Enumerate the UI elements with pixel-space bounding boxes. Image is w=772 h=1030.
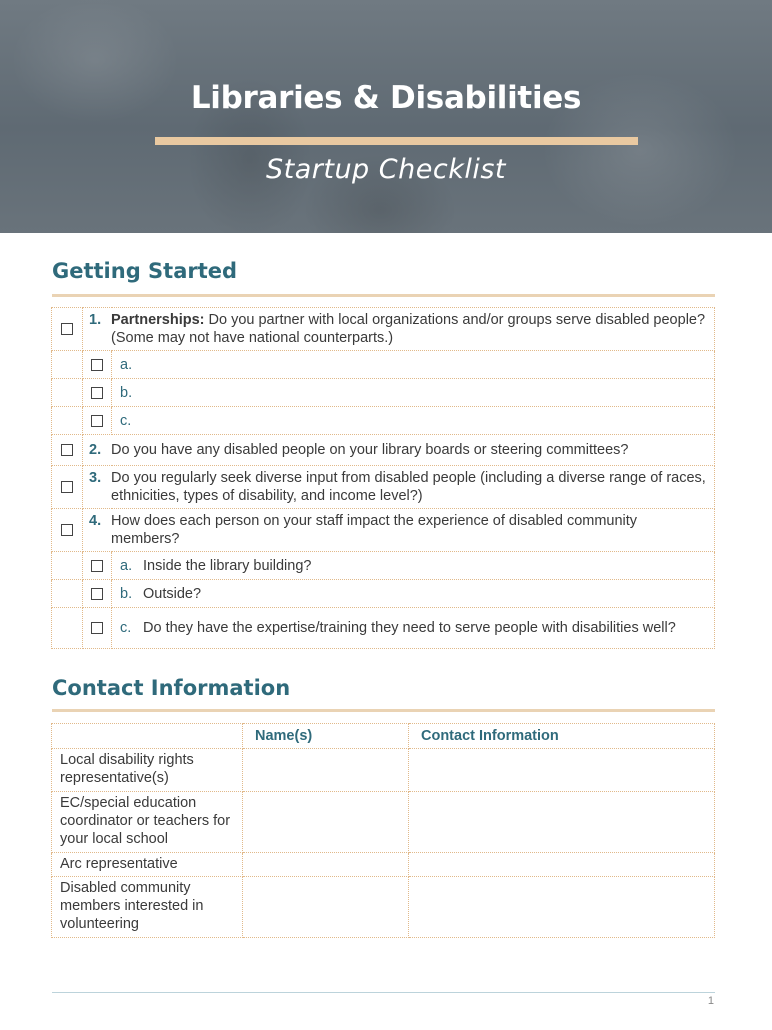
checkbox-icon[interactable] [91, 560, 103, 572]
column-header-contact: Contact Information [409, 724, 715, 749]
checkbox-cell[interactable] [52, 308, 83, 351]
checklist-row [52, 466, 715, 509]
checklist-item-input [83, 467, 714, 507]
names-cell[interactable] [243, 749, 409, 792]
checklist-row [52, 552, 715, 580]
subitem-letter: b. [120, 384, 133, 401]
checklist-row [52, 608, 715, 649]
section-divider [52, 294, 715, 297]
item-text: How does each person on your staff impact the experience of disabled community members? [111, 513, 638, 547]
contact-cell[interactable] [409, 749, 715, 792]
checkbox-cell[interactable] [83, 351, 112, 379]
table-row [52, 853, 715, 877]
checkbox-cell[interactable] [83, 379, 112, 407]
item-text: Do you partner with local organizations and/or groups serve disabled people? (Some may not have national counterparts.) [111, 312, 706, 346]
checkbox-cell[interactable] [83, 407, 112, 435]
checklist-subitem [112, 583, 714, 605]
checklist-subitem [112, 410, 714, 432]
subitem-text: Inside the library building? [143, 557, 312, 574]
header-banner [0, 0, 772, 233]
column-header-names: Name(s) [243, 724, 409, 749]
checkbox-icon[interactable] [91, 622, 103, 634]
checkbox-cell[interactable] [52, 509, 83, 552]
checklist-subitem [112, 382, 714, 404]
checklist-row [52, 308, 715, 351]
checklist-table [51, 307, 715, 649]
checkbox-icon[interactable] [61, 444, 73, 456]
names-cell[interactable] [243, 792, 409, 853]
contact-cell[interactable] [409, 877, 715, 938]
names-cell[interactable] [243, 853, 409, 877]
item-text: Do you have any disabled people on your library boards or steering committees? [111, 442, 629, 458]
checklist-row [52, 435, 715, 466]
subitem-letter: a. [120, 356, 133, 373]
checkbox-cell[interactable] [83, 552, 112, 580]
checklist-item-boards [83, 439, 714, 461]
checkbox-icon[interactable] [91, 387, 103, 399]
checklist-subitem [112, 617, 714, 639]
checkbox-icon[interactable] [61, 481, 73, 493]
row-label: EC/special education coordinator or teachers for your local school [52, 792, 243, 853]
table-row [52, 877, 715, 938]
checkbox-icon[interactable] [61, 323, 73, 335]
contact-cell[interactable] [409, 853, 715, 877]
names-cell[interactable] [243, 877, 409, 938]
contact-header-row [52, 724, 715, 749]
item-bold-label: Partnerships: [111, 312, 205, 328]
column-header-blank [52, 724, 243, 749]
footer-divider [52, 992, 715, 993]
checkbox-cell[interactable] [83, 608, 112, 649]
checkbox-cell[interactable] [83, 580, 112, 608]
title-divider [155, 137, 638, 145]
contact-table [51, 723, 715, 938]
subitem-letter: a. [120, 557, 133, 574]
section-divider [52, 709, 715, 712]
subitem-text [143, 384, 708, 402]
section-heading-contact-information: Contact Information [52, 676, 291, 700]
row-label: Arc representative [52, 853, 243, 877]
document-subtitle: Startup Checklist [265, 154, 506, 185]
table-row [52, 792, 715, 853]
checkbox-cell[interactable] [52, 435, 83, 466]
checklist-row [52, 351, 715, 379]
checkbox-icon[interactable] [91, 588, 103, 600]
row-label: Local disability rights representative(s) [52, 749, 243, 792]
subitem-letter: b. [120, 585, 133, 602]
item-number: 2. [89, 442, 102, 458]
checklist-row [52, 580, 715, 608]
item-text: Do you regularly seek diverse input from disabled people (including a diverse range of races, ethnicities, types of disability, and income level?) [111, 470, 706, 504]
section-heading-getting-started: Getting Started [52, 259, 238, 283]
checkbox-icon[interactable] [91, 359, 103, 371]
checkbox-cell[interactable] [52, 466, 83, 509]
item-number: 3. [89, 470, 102, 486]
subitem-text [143, 356, 708, 374]
subitem-letter: c. [120, 620, 132, 636]
row-label: Disabled community members interested in volunteering [52, 877, 243, 938]
checklist-subitem [112, 354, 714, 376]
document-title: Libraries & Disabilities [190, 80, 582, 116]
subitem-text: Do they have the expertise/training they need to serve people with disabilities well? [143, 620, 676, 636]
subitem-text: Outside? [143, 585, 202, 602]
item-number: 4. [89, 513, 102, 529]
page-number: 1 [707, 995, 714, 1007]
subitem-text [143, 412, 708, 430]
table-row [52, 749, 715, 792]
subitem-letter: c. [120, 412, 132, 429]
contact-cell[interactable] [409, 792, 715, 853]
checklist-row [52, 407, 715, 435]
checklist-subitem [112, 555, 714, 577]
checklist-item-partnerships [83, 309, 714, 349]
checkbox-icon[interactable] [91, 415, 103, 427]
checklist-item-staff [83, 510, 714, 550]
checklist-row [52, 509, 715, 552]
item-number: 1. [89, 312, 102, 328]
checkbox-icon[interactable] [61, 524, 73, 536]
checklist-row [52, 379, 715, 407]
